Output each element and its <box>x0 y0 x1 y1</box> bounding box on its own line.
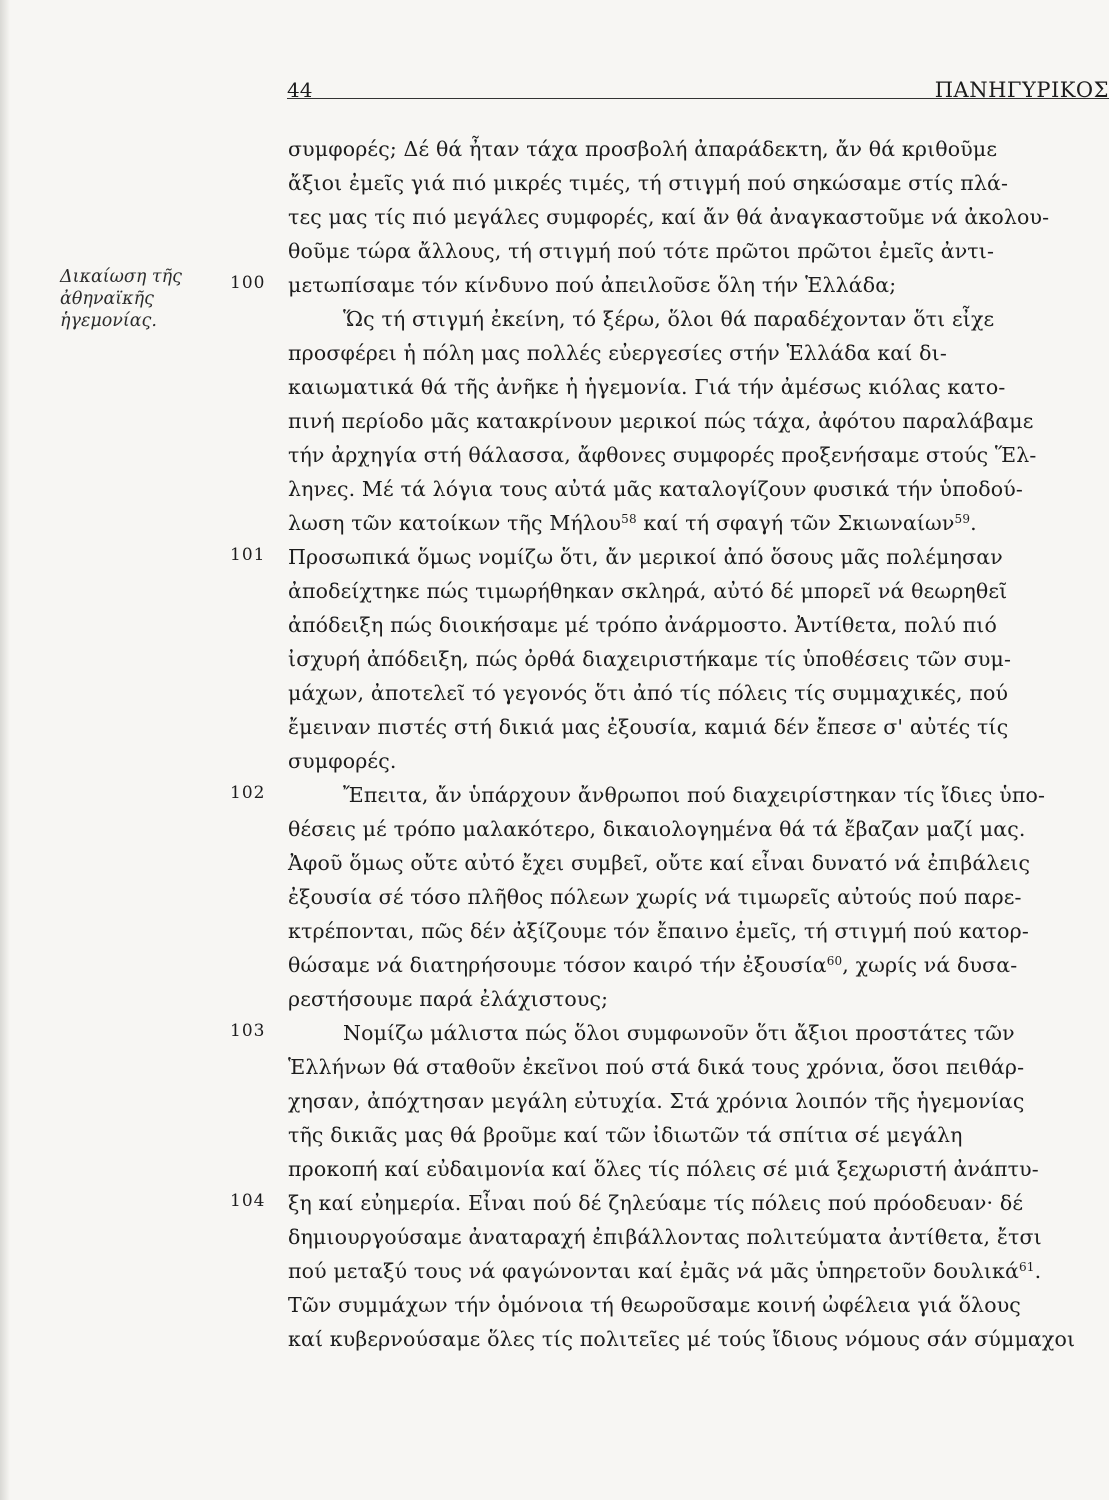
text-line: ληνες. Μέ τά λόγια τους αὐτά μᾶς καταλογίζουν φυσικά τήν ὑποδού- <box>288 477 1023 501</box>
page-header <box>287 72 1109 104</box>
section-number-102: 102 <box>230 783 266 803</box>
text-line: μάχων, ἀποτελεῖ τό γεγονός ὅτι ἀπό τίς πόλεις τίς συμμαχικές, πού <box>288 681 1009 705</box>
text-run: θώσαμε νά διατηρήσουμε τόσον καιρό τήν ἐξουσία <box>288 953 827 977</box>
text-line: καιωματικά θά τῆς ἀνῆκε ἡ ἡγεμονία. Γιά τήν ἀμέσως κιόλας κατο- <box>288 375 1006 399</box>
text-line: πινή περίοδο μᾶς κατακρίνουν μερικοί πώς τάχα, ἀφότου παραλάβαμε <box>288 409 1034 433</box>
text-run: πού μεταξύ τους νά φαγώνονται καί ἐμᾶς νά μᾶς ὑπηρετοῦν δουλικά <box>288 1259 1019 1283</box>
running-title: ΠΑΝΗΓΥΡΙΚΟΣ <box>934 78 1109 102</box>
header-rule <box>287 98 1109 99</box>
text-line <box>288 948 1017 982</box>
text-line: μετωπίσαμε τόν κίνδυνο πού ἀπειλοῦσε ὅλη τήν Ἑλλάδα; <box>288 273 897 297</box>
text-line: Ἀφοῦ ὅμως οὔτε αὐτό ἔχει συμβεῖ, οὔτε καί εἶναι δυνατό νά ἐπιβάλεις <box>288 851 1031 875</box>
text-line <box>288 506 977 540</box>
text-line: χησαν, ἀπόχτησαν μεγάλη εὐτυχία. Στά χρόνια λοιπόν τῆς ἡγεμονίας <box>288 1089 1025 1113</box>
footnote-ref-58: 58 <box>621 512 637 526</box>
binding-shadow <box>0 0 10 1500</box>
text-line: Ὥς τή στιγμή ἐκείνη, τό ξέρω, ὅλοι θά παραδέχονταν ὅτι εἶχε <box>343 307 995 331</box>
text-line: θοῦμε τώρα ἄλλους, τή στιγμή πού τότε πρῶτοι πρῶτοι ἐμεῖς ἀντι- <box>288 239 995 263</box>
text-line: τήν ἀρχηγία στή θάλασσα, ἄφθονες συμφορές προξενήσαμε στούς Ἕλ- <box>288 443 1037 467</box>
text-run: , χωρίς νά δυσα- <box>842 953 1018 977</box>
section-number-100: 100 <box>230 273 266 293</box>
text-line: ἐξουσία σέ τόσο πλῆθος πόλεων χωρίς νά τιμωρεῖς αὐτούς πού παρε- <box>288 885 1022 909</box>
footnote-ref-61: 61 <box>1018 1260 1035 1274</box>
footnote-ref-59: 59 <box>954 512 971 526</box>
section-number-104: 104 <box>230 1191 266 1211</box>
text-line: ἰσχυρή ἀπόδειξη, πώς ὀρθά διαχειριστήκαμε τίς ὑποθέσεις τῶν συμ- <box>288 647 1012 671</box>
text-line: ἀπόδειξη πώς διοικήσαμε μέ τρόπο ἀνάρμοστο. Ἀντίθετα, πολύ πιό <box>288 613 997 637</box>
text-line: ἀποδείχτηκε πώς τιμωρήθηκαν σκληρά, αὐτό δέ μπορεῖ νά θεωρηθεῖ <box>288 579 1008 603</box>
margin-note-line: Δικαίωση τῆς <box>60 267 182 287</box>
text-line: προκοπή καί εὐδαιμονία καί ὅλες τίς πόλεις σέ μιά ξεχωριστή ἀνάπτυ- <box>288 1157 1039 1181</box>
text-line: ἄξιοι ἐμεῖς γιά πιό μικρές τιμές, τή στιγμή πού σηκώσαμε στίς πλά- <box>288 171 1009 195</box>
text-line: ρεστήσουμε παρά ἐλάχιστους; <box>288 987 609 1011</box>
text-line: θέσεις μέ τρόπο μαλακότερο, δικαιολογημένα θά τά ἔβαζαν μαζί μας. <box>288 817 1026 841</box>
text-line: ἔμειναν πιστές στή δικιά μας ἐξουσία, καμιά δέν ἔπεσε σ' αὐτές τίς <box>288 715 1009 739</box>
text-line: δημιουργούσαμε ἀναταραχή ἐπιβάλλοντας πολιτεύματα ἀντίθετα, ἔτσι <box>288 1225 1042 1249</box>
text-line: Τῶν συμμάχων τήν ὁμόνοια τή θεωροῦσαμε κοινή ὠφέλεια γιά ὅλους <box>288 1293 1021 1317</box>
text-line: κτρέπονται, πῶς δέν ἀξίζουμε τόν ἔπαινο ἐμεῖς, τή στιγμή πού κατορ- <box>288 919 1029 943</box>
text-line: τῆς δικιᾶς μας θά βροῦμε καί τῶν ἰδιωτῶν τά σπίτια σέ μεγάλη <box>288 1123 963 1147</box>
section-number-101: 101 <box>230 545 266 565</box>
text-line: Προσωπικά ὅμως νομίζω ὅτι, ἄν μερικοί ἀπό ὅσους μᾶς πολέμησαν <box>288 545 1003 569</box>
margin-note-line: ἡγεμονίας. <box>60 311 157 331</box>
text-line: προσφέρει ἡ πόλη μας πολλές εὐεργεσίες στήν Ἑλλάδα καί δι- <box>288 341 947 365</box>
text-run: καί τή σφαγή τῶν Σκιωναίων <box>636 511 955 535</box>
margin-note <box>60 266 240 332</box>
text-run: λωση τῶν κατοίκων τῆς Μήλου <box>288 511 622 535</box>
text-line: ξη καί εὐημερία. Εἶναι πού δέ ζηλεύαμε τίς πόλεις πού πρόοδευαν· δέ <box>288 1191 1024 1215</box>
text-line: Ἑλλήνων θά σταθοῦν ἐκεῖνοι πού στά δικά τους χρόνια, ὅσοι πειθάρ- <box>288 1055 1025 1079</box>
text-run: . <box>970 511 977 535</box>
text-line: Νομίζω μάλιστα πώς ὅλοι συμφωνοῦν ὅτι ἄξιοι προστάτες τῶν <box>343 1021 1015 1045</box>
text-line: συμφορές; Δέ θά ἦταν τάχα προσβολή ἀπαράδεκτη, ἄν θά κριθοῦμε <box>288 137 998 161</box>
section-number-103: 103 <box>230 1021 266 1041</box>
text-line: Ἔπειτα, ἄν ὑπάρχουν ἄνθρωποι πού διαχειρίστηκαν τίς ἴδιες ὑπο- <box>343 783 1046 807</box>
text-run: . <box>1034 1259 1042 1283</box>
text-line: καί κυβερνούσαμε ὅλες τίς πολιτεῖες μέ τούς ἴδιους νόμους σάν σύμμαχοι <box>288 1327 1076 1351</box>
text-line: τες μας τίς πιό μεγάλες συμφορές, καί ἄν θά ἀναγκαστοῦμε νά ἀκολου- <box>288 205 1050 229</box>
text-line: συμφορές. <box>288 749 397 773</box>
page-number: 44 <box>287 78 313 102</box>
text-line <box>288 1254 1041 1288</box>
footnote-ref-60: 60 <box>826 954 843 968</box>
margin-note-line: ἀθηναϊκῆς <box>60 289 154 309</box>
